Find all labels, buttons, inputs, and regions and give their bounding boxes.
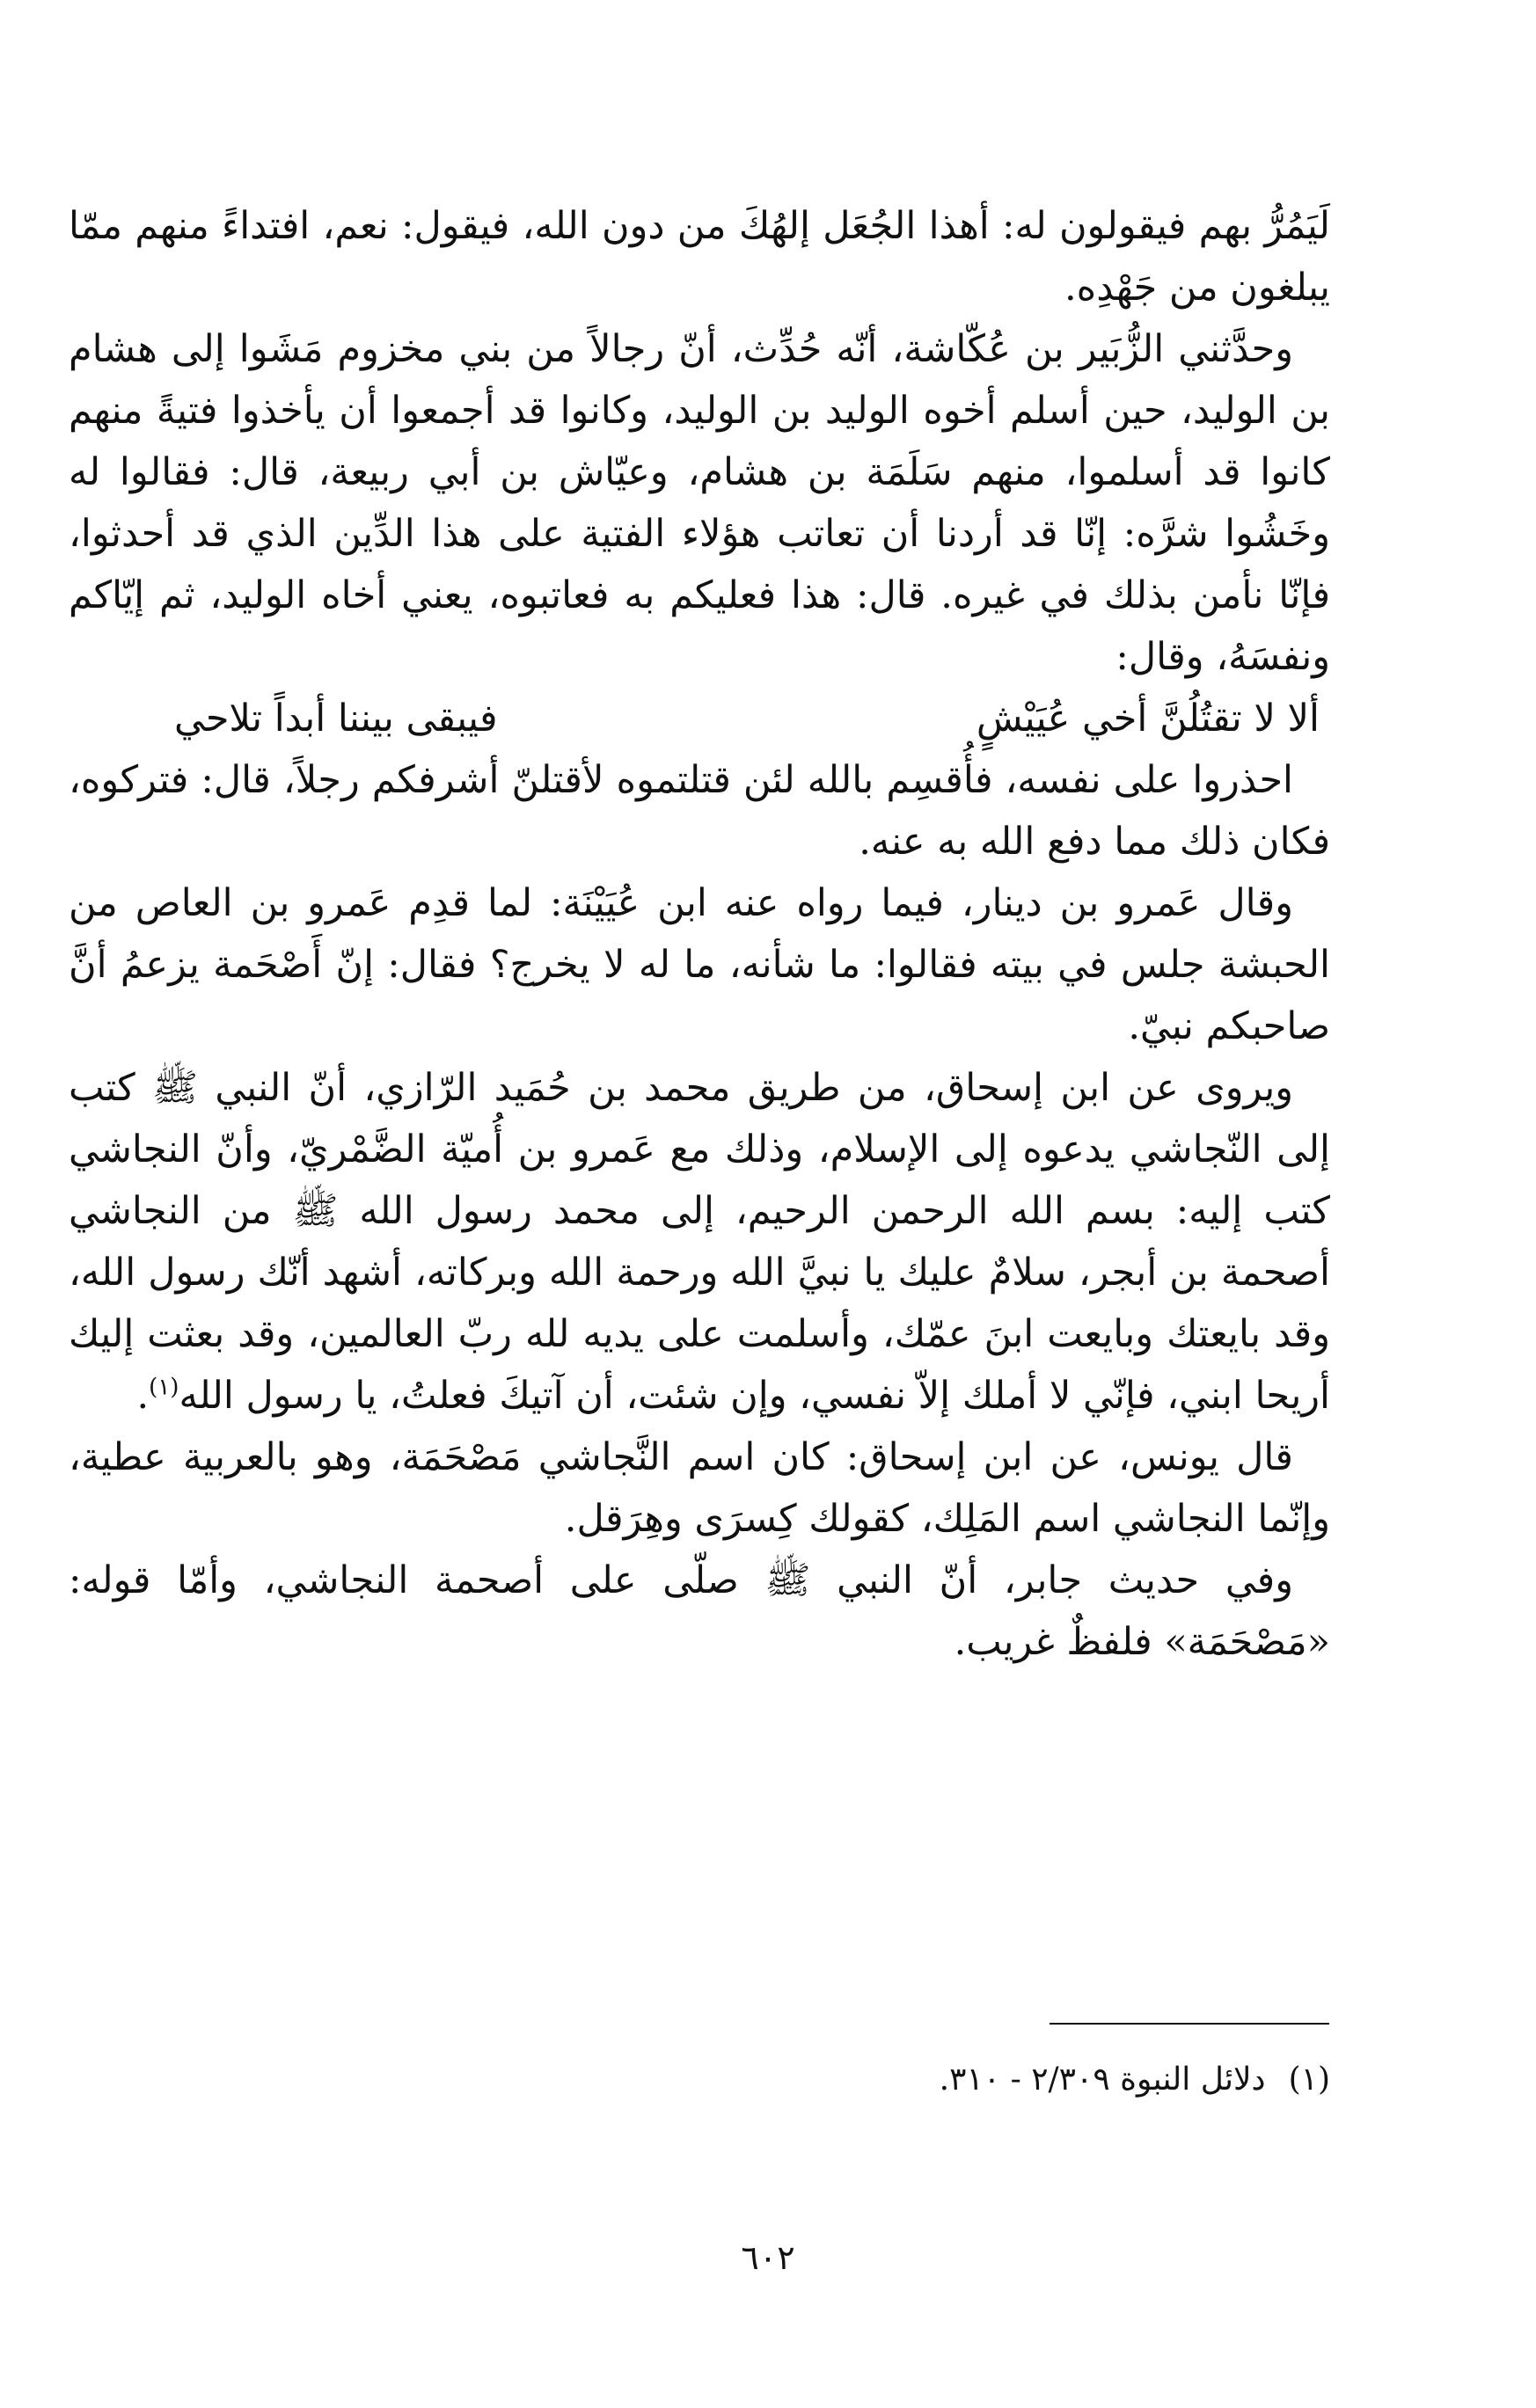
poetry-verse [69, 688, 1330, 749]
paragraph-5: ويروى عن ابن إسحاق، من طريق محمد بن حُمَيد الرّازي، أنّ النبي ﷺ كتب إلى النّجاشي يدعوه إلى الإسلام، وذلك مع عَمرو بن أُميّة الضَّمْريّ، وأنّ النجاشي كتب إليه: بسم الله الرحمن الرحيم، إلى محمد رسول الله ﷺ من النجاشي أصحمة بن أبجر، سلامٌ عليك يا نبيَّ الله ورحمة الله وبركاته، أشهد أنّك رسول الله، وقد بايعتك وبايعت ابنَ عمّك، وأسلمت على يديه لله ربّ العالمين، وقد بعثت إليك أريحا ابني، فإنّي لا أملك إلاّ نفسي، وإن شئت، أن آتيكَ فعلتُ، يا رسول الله$^{(١)}$. [69, 1066, 1330, 1418]
paragraph-7: وفي حديث جابر، أنّ النبي ﷺ صلّى على أصحمة النجاشي، وأمّا قوله: «مَصْحَمَة» فلفظٌ غريب. [69, 1558, 1330, 1664]
verse-first-hemistich: ألا لا تقتُلُنَّ أخي عُيَيْشٍ [976, 697, 1320, 741]
paragraph-1: لَيَمُرُّ بهم فيقولون له: أهذا الجُعَل إلهُكَ من دون الله، فيقول: نعم، افتداءً منهم ممّا يبلغون من جَهْدِه. [69, 204, 1330, 310]
footnote-separator [1050, 2023, 1329, 2025]
footnote-text: دلائل النبوة ٢/٣٠٩ - ٣١٠. [939, 2061, 1266, 2098]
footnote [475, 2058, 1330, 2102]
main-text [69, 195, 1330, 1673]
footnote-number: (١) [1288, 2061, 1330, 2098]
paragraph-2: وحدَّثني الزُّبَير بن عُكّاشة، أنّه حُدِّث، أنّ رجالاً من بني مخزوم مَشَوا إلى هشام بن الوليد، حين أسلم أخوه الوليد بن الوليد، وكانوا قد أجمعوا أن يأخذوا فتيةً منهم كانوا قد أسلموا، منهم سَلَمَة بن هشام، وعيّاش بن أبي ربيعة، قال: فقالوا له وخَشُوا شرَّه: إنّا قد أردنا أن تعاتب هؤلاء الفتية على هذا الدِّين الذي قد أحدثوا، فإنّا نأمن بذلك في غيره. قال: هذا فعليكم به فعاتبوه، يعني أخاه الوليد، ثم إيّاكم ونفسَهُ، وقال: [69, 327, 1330, 679]
paragraph-5-text: ويروى عن ابن إسحاق، من طريق محمد بن حُمَيد الرّازي، أنّ النبي ﷺ كتب إلى النّجاشي يدعوه إلى الإسلام، وذلك مع عَمرو بن أُميّة الضَّمْريّ، وأنّ النجاشي كتب إليه: بسم الله الرحمن الرحيم، إلى محمد رسول الله ﷺ من النجاشي أصحمة بن أبجر، سلامٌ عليك يا نبيَّ الله ورحمة الله وبركاته، أشهد أنّك رسول الله، وقد بايعتك وبايعت ابنَ عمّك، وأسلمت على يديه لله ربّ العالمين، وقد بعثت إليك أريحا ابني، فإنّي لا أملك إلاّ نفسي، وإن شئت، أن آتيكَ فعلتُ، يا رسول الله [69, 1066, 1330, 1418]
paragraph-4: وقال عَمرو بن دينار، فيما رواه عنه ابن عُيَيْنَة: لما قدِم عَمرو بن العاص من الحبشة جلس في بيته فقالوا: ما شأنه، ما له لا يخرج؟ فقال: إنّ أَصْحَمة يزعمُ أنَّ صاحبكم نبيّ. [69, 881, 1330, 1048]
footnote-reference[interactable]: (١) [149, 1374, 179, 1401]
paragraph-6: قال يونس، عن ابن إسحاق: كان اسم النَّجاشي مَصْحَمَة، وهو بالعربية عطية، وإنّما النجاشي اسم المَلِك، كقولك كِسرَى وهِرَقل. [69, 1435, 1330, 1541]
paragraph-3: احذروا على نفسه، فأُقسِم بالله لئن قتلتموه لأقتلنّ أشرفكم رجلاً، قال: فتركوه، فكان ذلك مما دفع الله به عنه. [69, 758, 1330, 864]
page-number: ٦٠٢ [741, 2238, 795, 2277]
verse-second-hemistich: فيبقى بيننا أبداً تلاحي [174, 697, 498, 741]
